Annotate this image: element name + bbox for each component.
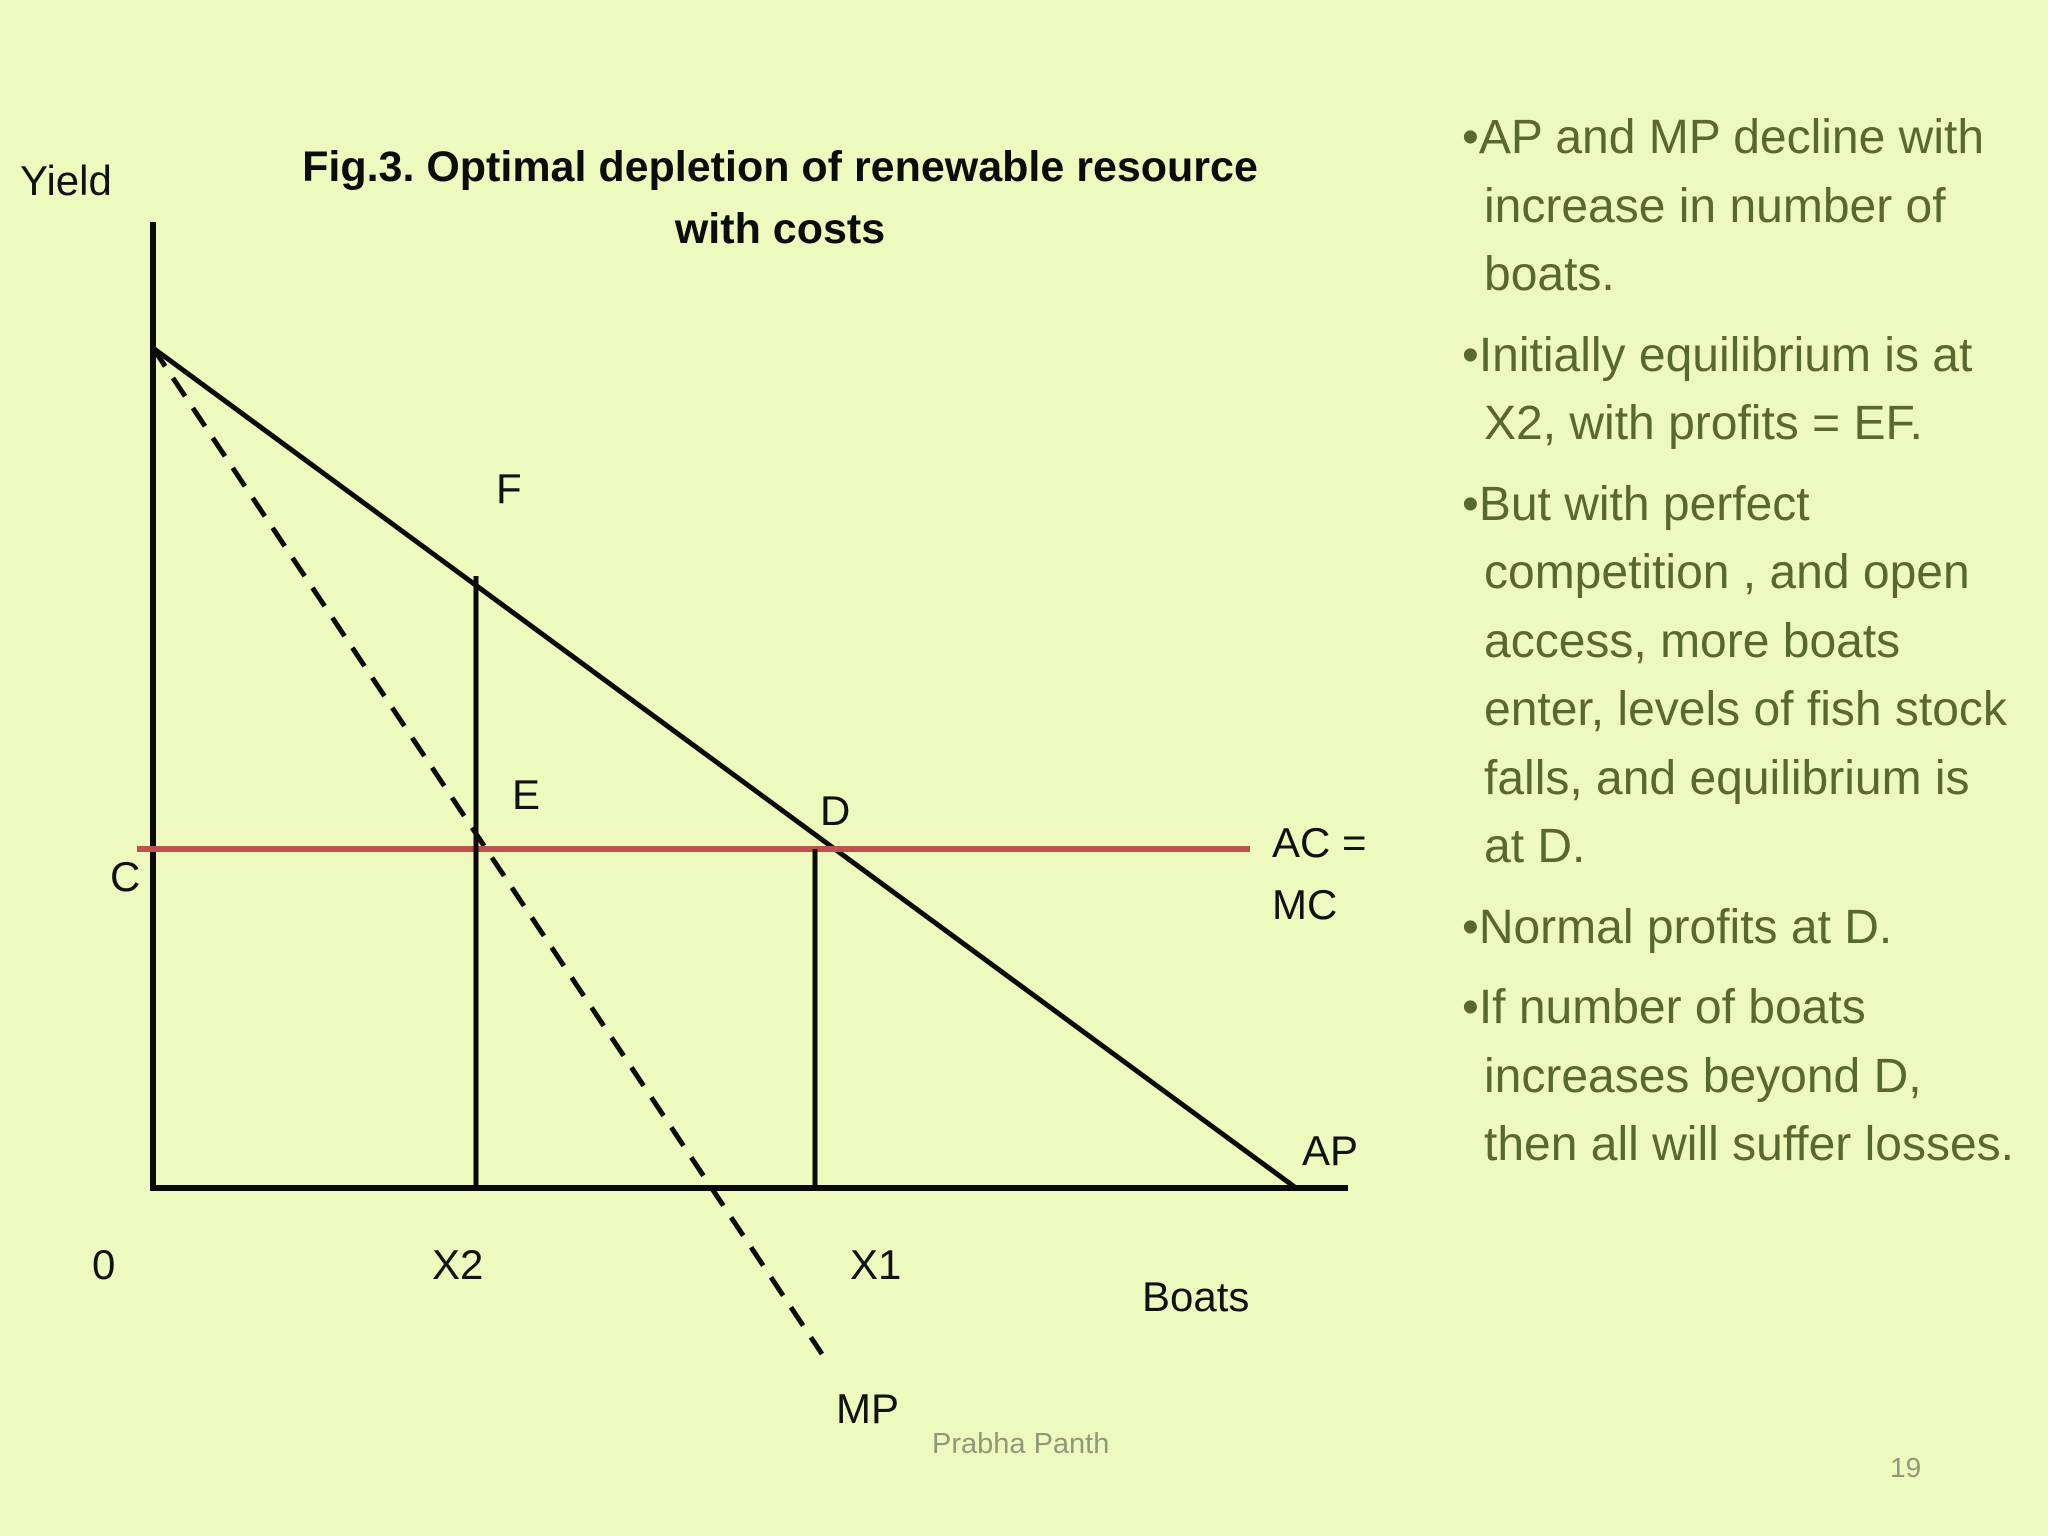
point-f-label: F	[496, 465, 522, 512]
point-d-label: D	[820, 787, 851, 834]
point-e-label: E	[512, 771, 541, 818]
bullet-item: • But with perfect competition , and open access, more boats enter, levels of fish stock falls, and equilibrium is at D.	[1462, 471, 2022, 882]
bullet-item: • Normal profits at D.	[1462, 894, 2022, 963]
ap-line	[153, 348, 1296, 1188]
point-c-label: C	[110, 853, 141, 900]
x2-label: X2	[432, 1241, 484, 1288]
page-number: 19	[1890, 1452, 1922, 1483]
ac-mc-label-line-1: AC =	[1272, 819, 1367, 866]
mp-label: MP	[836, 1385, 899, 1432]
footer-author: Prabha Panth	[932, 1428, 1110, 1460]
bullet-item: • AP and MP decline with increase in number of boats.	[1462, 104, 2022, 310]
ap-label: AP	[1302, 1127, 1359, 1174]
figure-title-line-2: with costs	[674, 205, 886, 253]
figure-title-line-1: Fig.3. Optimal depletion of renewable resource	[302, 143, 1258, 191]
x1-label: X1	[850, 1241, 902, 1288]
explanation-bullets	[1462, 104, 2022, 1192]
origin-label: 0	[92, 1241, 116, 1288]
figure-title	[240, 136, 1320, 260]
bullet-item: • Initially equilibrium is at X2, with profits = EF.	[1462, 322, 2022, 459]
ac-mc-label-line-2: MC	[1272, 881, 1338, 928]
y-axis-label: Yield	[20, 157, 112, 204]
x-axis-label: Boats	[1142, 1273, 1250, 1320]
bullet-item: • If number of boats increases beyond D, then all will suffer losses.	[1462, 974, 2022, 1180]
